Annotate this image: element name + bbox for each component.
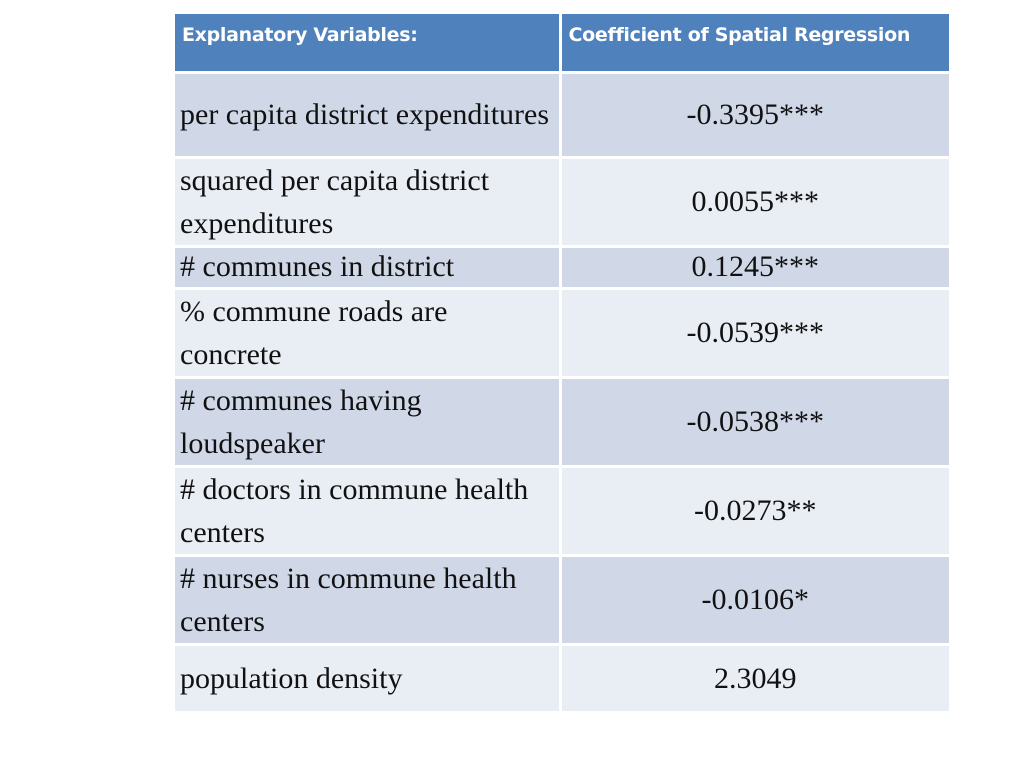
coefficient-cell: 0.1245*** (560, 246, 949, 288)
coefficient-cell: -0.0539*** (560, 288, 949, 377)
header-explanatory-variables: Explanatory Variables: (175, 14, 560, 72)
variable-cell: population density (175, 644, 560, 712)
table-row (175, 72, 949, 157)
header-coefficient: Coefficient of Spatial Regression (560, 14, 949, 72)
variable-cell: squared per capita district expenditures (175, 157, 560, 246)
coefficient-cell: -0.3395*** (560, 72, 949, 157)
table-row (175, 246, 949, 288)
variable-cell: per capita district expenditures (175, 72, 560, 157)
variable-cell: # nurses in commune health centers (175, 555, 560, 644)
coefficient-cell: -0.0273** (560, 466, 949, 555)
coefficient-cell: 2.3049 (560, 644, 949, 712)
table-row (175, 644, 949, 712)
variable-cell: % commune roads are concrete (175, 288, 560, 377)
table-row (175, 377, 949, 466)
table-row (175, 288, 949, 377)
coefficient-cell: 0.0055*** (560, 157, 949, 246)
table-row (175, 466, 949, 555)
coefficient-cell: -0.0106* (560, 555, 949, 644)
variable-cell: # doctors in commune health centers (175, 466, 560, 555)
variable-cell: # communes having loudspeaker (175, 377, 560, 466)
coefficient-cell: -0.0538*** (560, 377, 949, 466)
table-row (175, 555, 949, 644)
regression-table (175, 14, 949, 714)
table-row (175, 157, 949, 246)
table-header-row (175, 14, 949, 72)
variable-cell: # communes in district (175, 246, 560, 288)
